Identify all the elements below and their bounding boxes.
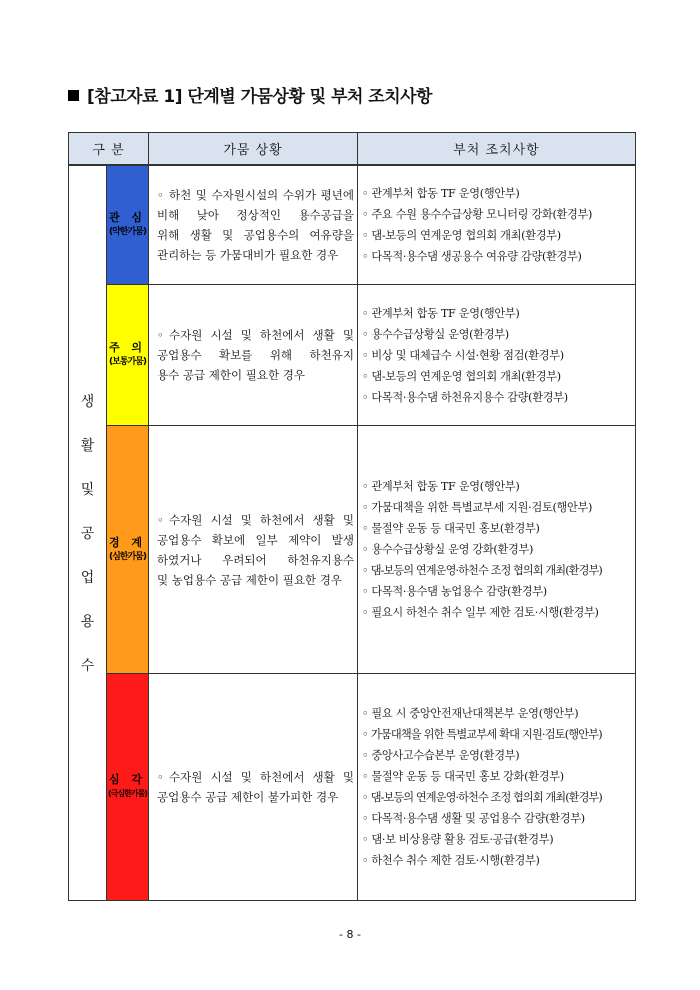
list-item: ◦ 다목적·용수댐 하천유지용수 감량(환경부) <box>362 387 635 408</box>
list-item: ◦ 다목적·용수댐 농업용수 감량(환경부) <box>362 581 635 602</box>
table-row <box>69 285 636 426</box>
page-title <box>68 82 432 107</box>
list-item: ◦ 다목적·용수댐 생활 및 공업용수 감량(환경부) <box>362 808 635 829</box>
actions-cell <box>358 674 636 901</box>
list-item: ◦ 다목적·용수댐 생공용수 여유량 감량(환경부) <box>362 246 635 267</box>
list-item: ◦ 댐-보등의 연계운영·하천수 조정 협의회 개최(환경부) <box>362 787 635 808</box>
category-char: 수 <box>80 658 95 674</box>
category-char: 업 <box>80 570 95 586</box>
list-item: ◦ 가뭄대책을 위한 특별교부세 확대 지원·검토(행안부) <box>362 724 635 745</box>
category-char: 및 <box>80 482 95 498</box>
situation-cell: ◦ 수자원 시설 및 하천에서 생활 및 공업용수 확보에 일부 제약이 발생 하였거나 우려되어 하천유지용수 및 농업용수 공급 제한이 필요한 경우 <box>149 426 358 674</box>
level-cell-alert <box>107 426 149 674</box>
actions-cell <box>358 165 636 285</box>
category-char: 생 <box>80 394 95 410</box>
header-actions: 부처 조치사항 <box>358 133 636 166</box>
table-header-row <box>69 133 636 166</box>
actions-cell <box>358 426 636 674</box>
level-name: 심 각 <box>108 773 147 786</box>
situation-cell: ◦ 수자원 시설 및 하천에서 생활 및 공업용수 확보를 위해 하천유지 용수 공급 제한이 필요한 경우 <box>149 285 358 426</box>
page-title-text: [참고자료 1] 단계별 가뭄상황 및 부처 조치사항 <box>87 87 432 107</box>
table-row <box>69 426 636 674</box>
level-sub: (보통가뭄) <box>108 357 146 367</box>
header-division: 구 분 <box>69 133 149 166</box>
list-item: ◦ 필요시 하천수 취수 일부 제한 검토·시행(환경부) <box>362 602 635 623</box>
list-item: ◦ 관계부처 합동 TF 운영(행안부) <box>362 303 635 324</box>
square-bullet-icon <box>68 90 79 101</box>
situation-cell: ◦ 하천 및 수자원시설의 수위가 평년에 비해 낮아 정상적인 용수공급을 위해 생활 및 공업용수의 여유량을 관리하는 등 가뭄대비가 필요한 경우 <box>149 165 358 285</box>
level-sub: (심한가뭄) <box>108 551 146 562</box>
list-item: ◦ 필요 시 중앙안전재난대책본부 운영(행안부) <box>362 703 635 724</box>
list-item: ◦ 관계부처 합동 TF 운영(행안부) <box>362 476 635 497</box>
list-item: ◦ 댐-보등의 연계운영·하천수 조정 협의회 개최(환경부) <box>362 560 635 581</box>
level-name: 경 계 <box>108 535 147 549</box>
list-item: ◦ 비상 및 대체급수 시설·현황 점검(환경부) <box>362 345 635 366</box>
situation-cell: ◦ 수자원 시설 및 하천에서 생활 및 공업용수 공급 제한이 불가피한 경우 <box>149 674 358 901</box>
level-name: 관 심 <box>108 211 147 224</box>
list-item: ◦ 용수수급상황실 운영(환경부) <box>362 324 635 345</box>
level-cell-severe <box>107 674 149 901</box>
list-item: ◦ 물절약 운동 등 대국민 홍보(환경부) <box>362 518 635 539</box>
category-char: 활 <box>80 438 95 454</box>
list-item: ◦ 댐-보등의 연계운영 협의회 개최(환경부) <box>362 225 635 246</box>
list-item: ◦ 하천수 취수 제한 검토·시행(환경부) <box>362 850 635 871</box>
list-item: ◦ 댐·보 비상용량 활용 검토·공급(환경부) <box>362 829 635 850</box>
drought-stage-table <box>68 132 636 901</box>
category-char: 공 <box>80 526 95 542</box>
level-sub: (극심한가뭄) <box>108 789 147 798</box>
list-item: ◦ 물절약 운동 등 대국민 홍보 강화(환경부) <box>362 766 635 787</box>
list-item: ◦ 관계부처 합동 TF 운영(행안부) <box>362 183 635 204</box>
level-cell-caution <box>107 285 149 426</box>
page-number: - 8 - <box>339 928 361 941</box>
level-sub: (약한가뭄) <box>108 227 146 237</box>
header-situation: 가뭄 상황 <box>149 133 358 166</box>
level-name: 주 의 <box>108 341 147 354</box>
category-char: 용 <box>80 614 95 630</box>
table-row <box>69 674 636 901</box>
list-item: ◦ 용수수급상황실 운영 강화(환경부) <box>362 539 635 560</box>
table-row <box>69 165 636 285</box>
actions-cell <box>358 285 636 426</box>
list-item: ◦ 댐-보등의 연계운영 협의회 개최(환경부) <box>362 366 635 387</box>
list-item: ◦ 주요 수원 용수수급상황 모니터링 강화(환경부) <box>362 204 635 225</box>
level-cell-interest <box>107 165 149 285</box>
list-item: ◦ 중앙사고수습본부 운영(환경부) <box>362 745 635 766</box>
category-cell <box>69 165 107 901</box>
list-item: ◦ 가뭄대책을 위한 특별교부세 지원·검토(행안부) <box>362 497 635 518</box>
